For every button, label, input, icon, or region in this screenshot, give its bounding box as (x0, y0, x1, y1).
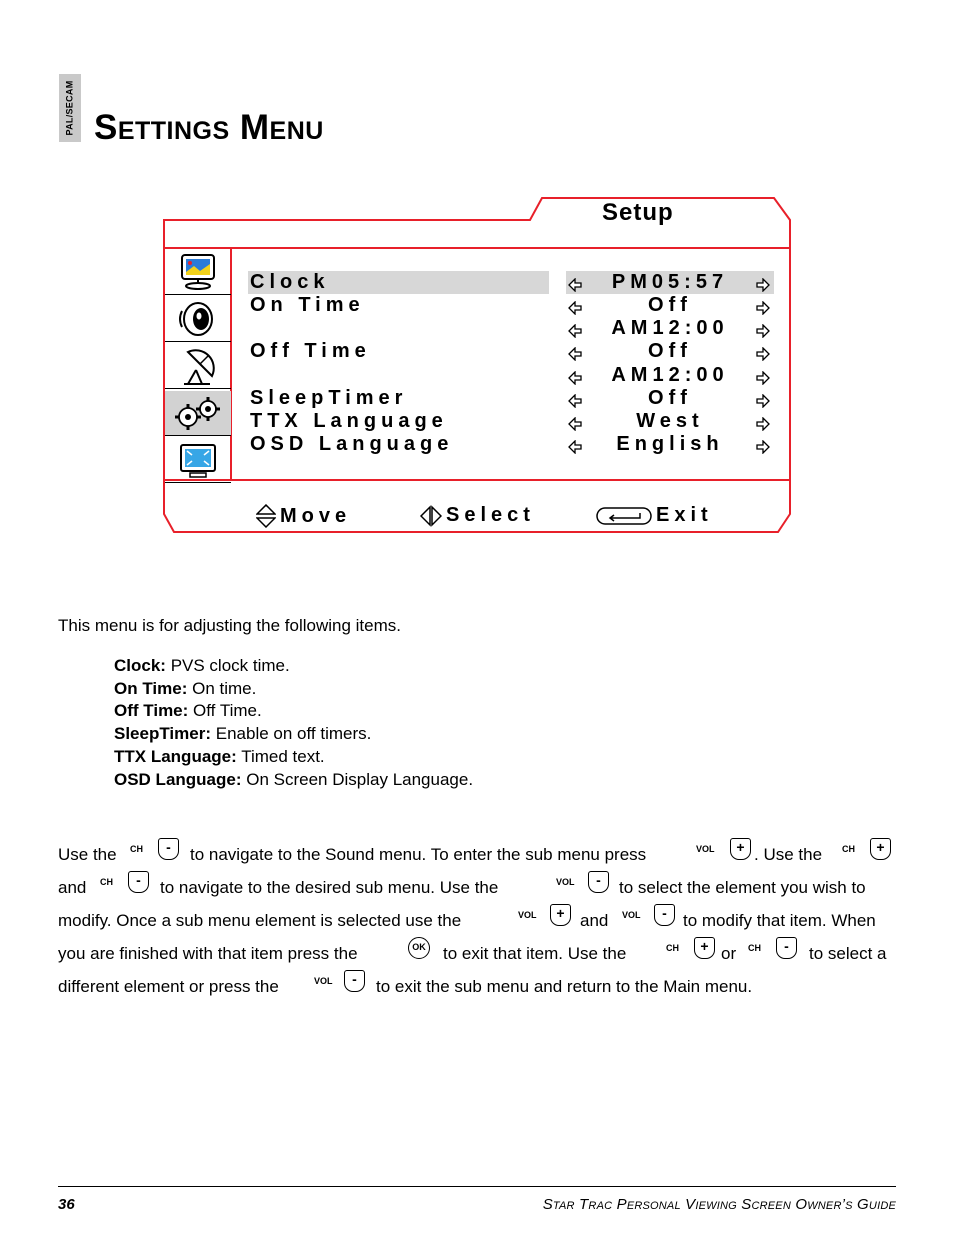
page-title: Settings Menu (94, 108, 324, 147)
osd-footer-exit (596, 504, 713, 527)
item-term: SleepTimer: (114, 724, 212, 744)
satellite-dish-icon[interactable] (165, 344, 231, 389)
screen-fit-icon[interactable] (165, 438, 231, 483)
item-desc: Timed text. (236, 746, 325, 766)
osd-row-label: SleepTimer (250, 387, 408, 409)
osd-row[interactable] (248, 387, 774, 410)
settings-item (114, 655, 473, 678)
intro-text: This menu is for adjusting the following items. (58, 616, 401, 635)
item-term: On Time: (114, 678, 188, 698)
instructions-line-4: you are finished with that item press the OK to exit that item. Use the CH + or CH - to select a (58, 938, 887, 963)
settings-item-list (114, 655, 473, 791)
instructions-line-2: and CH - to navigate to the desired sub menu. Use the VOL - to select the element you wish to (58, 872, 866, 897)
left-arrow-icon[interactable] (568, 437, 582, 460)
osd-row[interactable] (248, 294, 774, 317)
page-number: 36 (58, 1196, 75, 1213)
osd-row-value: Off (648, 294, 692, 316)
item-term: OSD Language: (114, 769, 242, 789)
osd-row-label: TTX Language (250, 410, 448, 432)
left-right-arrows-icon (420, 505, 442, 527)
osd-footer-select (420, 504, 535, 527)
osd-row-value: AM12:00 (611, 364, 729, 386)
osd-select-label: Select (446, 504, 535, 526)
osd-row-value: Off (648, 340, 692, 362)
pal-secam-tab (59, 74, 81, 142)
item-desc: Off Time. (188, 701, 262, 721)
up-down-arrows-icon (256, 504, 276, 528)
settings-item (114, 700, 473, 723)
settings-item (114, 678, 473, 701)
settings-item (114, 723, 473, 746)
osd-row-value: English (616, 433, 724, 455)
item-term: TTX Language: (114, 746, 237, 766)
osd-row-label: OSD Language (250, 433, 454, 455)
osd-row-value: Off (648, 387, 692, 409)
item-term: Off Time: (114, 701, 189, 721)
item-desc: Enable on off timers. (211, 724, 372, 744)
osd-setup-menu (162, 196, 792, 536)
osd-row-label: Off Time (250, 340, 371, 362)
settings-item (114, 769, 473, 792)
osd-tab-setup[interactable]: Setup (602, 199, 674, 226)
speaker-sound-icon[interactable] (165, 297, 231, 342)
osd-row-value: AM12:00 (611, 317, 729, 339)
instructions-line-3: modify. Once a sub menu element is selected use the VOL + and VOL - to modify that item. When (58, 905, 876, 930)
footer-rule (58, 1186, 896, 1187)
gears-setup-icon[interactable] (165, 391, 231, 436)
osd-row-value: West (636, 410, 704, 432)
item-desc: On Screen Display Language. (241, 769, 474, 789)
instructions-line-1: Use the CH - to navigate to the Sound menu. To enter the sub menu press VOL + . Use the CH + (58, 842, 896, 868)
osd-move-label: Move (280, 504, 352, 527)
osd-row[interactable] (248, 340, 774, 363)
tv-picture-icon[interactable] (165, 250, 231, 295)
instructions-line-5: different element or press the VOL - to exit the sub menu and return to the Main menu. (58, 971, 753, 996)
settings-item (114, 746, 473, 769)
guide-title: Star Trac Personal Viewing Screen Owner’s Guide (542, 1196, 896, 1213)
osd-exit-label: Exit (656, 504, 713, 526)
return-key-icon (596, 506, 652, 526)
item-desc: PVS clock time. (165, 656, 290, 675)
osd-row-value: PM05:57 (611, 271, 729, 293)
osd-row[interactable] (248, 410, 774, 433)
osd-row[interactable] (248, 433, 774, 456)
osd-row[interactable] (248, 271, 774, 294)
item-term: Clock: (114, 656, 166, 675)
item-desc: On time. (187, 678, 257, 698)
osd-footer-move (256, 504, 351, 528)
osd-row[interactable] (248, 317, 774, 340)
side-tab-label: PAL/SECAM (65, 80, 76, 136)
osd-row[interactable] (248, 364, 774, 387)
osd-icon-column (165, 250, 231, 485)
right-arrow-icon[interactable] (756, 437, 770, 460)
osd-row-label: On Time (250, 294, 365, 316)
osd-row-label: Clock (250, 271, 330, 293)
